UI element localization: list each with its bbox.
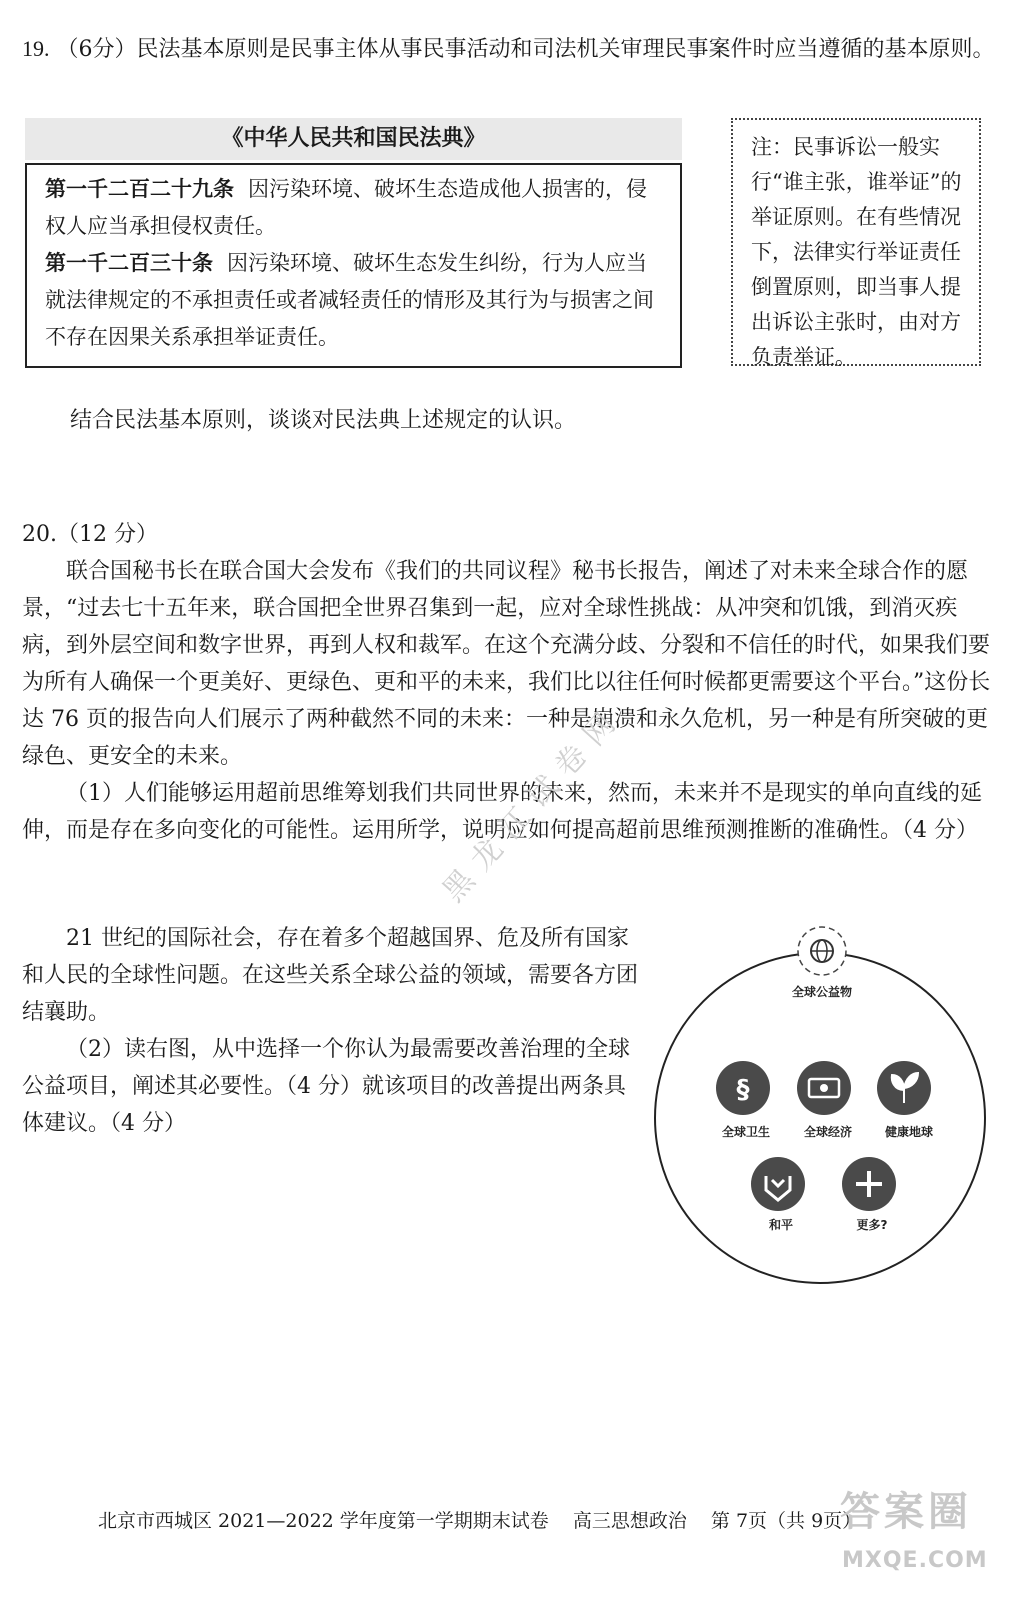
article-1230-label: 第一千二百三十条 — [45, 251, 213, 275]
q20-header: 20.（12 分） — [22, 522, 158, 547]
footer-subject: 高三思想政治 — [572, 1510, 687, 1532]
item-label-peace: 和平 — [768, 1218, 794, 1232]
civil-code-box — [25, 118, 682, 368]
global-public-goods-diagram — [650, 918, 990, 1288]
q19-stem-text: 民法基本原则是民事主体从事民事活动和司法机关审理民事案件时应当遵循的基本原则。 — [136, 37, 995, 62]
svg-text:§: § — [736, 1075, 750, 1105]
peace-hands-icon — [751, 1157, 805, 1211]
item-label-planet: 健康地球 — [884, 1125, 934, 1139]
article-1230 — [45, 245, 662, 356]
q20-material2: 21 世纪的国际社会，存在着多个超越国界、危及所有国家和人民的全球性问题。在这些关系全球公益的领域，需要各方团结襄助。 — [22, 926, 639, 1025]
item-label-health: 全球卫生 — [721, 1125, 771, 1139]
footer-page: 第 7页（共 9页） — [710, 1510, 862, 1532]
q19-task: 结合民法基本原则，谈谈对民法典上述规定的认识。 — [70, 408, 577, 433]
item-label-more: 更多? — [856, 1218, 888, 1232]
diagonal-watermark: 黑龙江试卷网 — [435, 698, 631, 909]
money-icon — [797, 1061, 851, 1115]
article-1229-text: 因污染环境、破坏生态造成他人损害的，侵权人应当承担侵权责任。 — [45, 177, 647, 238]
q20-part2 — [22, 920, 647, 1142]
q20-sub2: （2）读右图，从中选择一个你认为最需要改善治理的全球公益项目，阐述其必要性。（4 分）就该项目的改善提出两条具体建议。（4 分） — [22, 1037, 630, 1136]
q19-number: 19. — [22, 36, 50, 61]
article-1229 — [45, 171, 662, 245]
footer-exam: 北京市西城区 2021—2022 学年度第一学期期末试卷 — [98, 1510, 549, 1532]
watermark-main: 答案圈 — [840, 1489, 972, 1535]
q19-score: （6分） — [56, 37, 137, 62]
plus-icon — [842, 1157, 896, 1211]
q19-stem — [22, 30, 997, 68]
q20-sub1: （1）人们能够运用超前思维筹划我们共同世界的未来，然而，未来并不是现实的单向直线的延伸，而是存在多向变化的可能性。运用所学，说明应如何提高超前思维预测推断的准确性。（4 分） — [22, 781, 983, 843]
globe-icon — [798, 927, 846, 975]
plant-icon — [877, 1061, 931, 1115]
burden-of-proof-note: 注：民事诉讼一般实行“谁主张，谁举证”的举证原则。在有些情况下，法律实行举证责任倒置原则，即当事人提出诉讼主张时，由对方负责举证。 — [731, 118, 981, 366]
q20-material: 联合国秘书长在联合国大会发布《我们的共同议程》秘书长报告，阐述了对未来全球合作的愿景，“过去七十五年来，联合国把全世界召集到一起，应对全球性挑战：从冲突和饥饿，到消灭疾病，到外层空间和数字世界，再到人权和裁军。在这个充满分歧、分裂和不信任的时代，如果我们要为所有人确保一个更美好、更绿色、更和平的未来，我们比以往任何时候都更需要这个平台。”这份长达 76 页的报告向人们展示了两种截然不同的未来：一种是崩溃和永久危机，另一种是有所突破的更绿色、更安全的未来。 — [22, 559, 991, 769]
law-articles — [25, 163, 682, 368]
article-1230-text: 因污染环境、破坏生态发生纠纷，行为人应当就法律规定的不承担责任或者减轻责任的情形及其行为与损害之间不存在因果关系承担举证责任。 — [45, 251, 654, 349]
watermark-url: MXQE.COM — [842, 1548, 988, 1573]
site-watermark — [840, 1480, 1020, 1590]
center-label: 全球公益物 — [791, 985, 853, 999]
article-1229-label: 第一千二百二十九条 — [45, 177, 234, 201]
outer-circle — [655, 953, 985, 1283]
health-icon — [716, 1061, 770, 1115]
item-label-economy: 全球经济 — [803, 1125, 853, 1139]
law-title: 《中华人民共和国民法典》 — [25, 118, 682, 160]
